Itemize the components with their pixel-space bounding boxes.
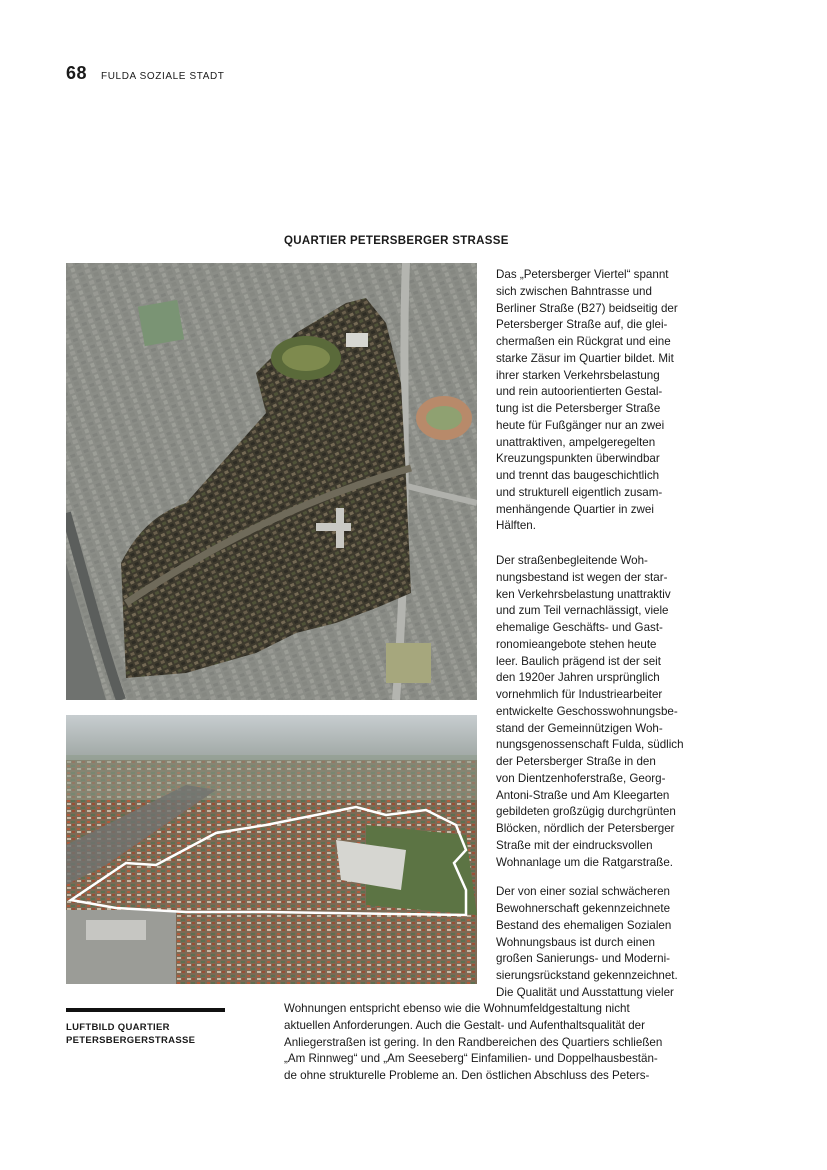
running-head: FULDA SOZIALE STADT: [101, 71, 225, 82]
caption-line: PETERSBERGERSTRASSE: [66, 1035, 196, 1046]
body-text-line: aktuellen Anforderungen. Auch die Gestalt- und Aufenthaltsqualität der: [284, 1019, 645, 1032]
body-text-line: Straße mit der eindrucksvollen: [496, 839, 653, 852]
body-text-line: und strukturell eigentlich zusam-: [496, 486, 663, 499]
body-text-line: Wohnungsbaus ist durch einen: [496, 936, 655, 949]
body-text-line: ihrer starken Verkehrsbelastung: [496, 369, 660, 382]
body-text-line: vornehmlich für Industriearbeiter: [496, 688, 663, 701]
body-text-line: starke Zäsur im Quartier bildet. Mit: [496, 352, 674, 365]
body-text-line: und zum Teil vernachlässigt, viele: [496, 604, 669, 617]
aerial-photo-top: [66, 263, 477, 700]
caption-line: LUFTBILD QUARTIER: [66, 1022, 170, 1033]
body-text-line: Das „Petersberger Viertel“ spannt: [496, 268, 669, 281]
body-text-line: Wohnungen entspricht ebenso wie die Wohnumfeldgestaltung nicht: [284, 1002, 630, 1015]
body-text-line: Kreuzungspunkten überwindbar: [496, 452, 660, 465]
body-text-line: den 1920er Jahren ursprünglich: [496, 671, 660, 684]
body-text-line: de ohne strukturelle Probleme an. Den östlichen Abschluss des Peters-: [284, 1069, 650, 1082]
page-header: [66, 63, 225, 84]
body-text-line: heute für Fußgänger nur an zwei: [496, 419, 665, 432]
aerial-photo-bottom: [66, 715, 477, 984]
body-text-line: Wohnanlage um die Ratgarstraße.: [496, 856, 674, 869]
body-text-line: unattraktiven, ampelgeregelten: [496, 436, 656, 449]
body-text-line: Hälften.: [496, 519, 536, 532]
body-text-line: und rein autoorientierten Gestal-: [496, 385, 663, 398]
body-text-line: Bestand des ehemaligen Sozialen: [496, 919, 672, 932]
body-text-line: gebildeten großzügig durchgrünten: [496, 805, 676, 818]
body-text-line: Bewohnerschaft gekennzeichnete: [496, 902, 671, 915]
body-text-line: Die Qualität und Ausstattung vieler: [496, 986, 674, 999]
body-text-line: nungsgenossenschaft Fulda, südlich: [496, 738, 684, 751]
body-text-line: und trennt das baugeschichtlich: [496, 469, 660, 482]
photo-caption: [66, 1021, 195, 1047]
body-text-line: entwickelte Geschosswohnungsbe-: [496, 705, 678, 718]
body-text-line: Der von einer sozial schwächeren: [496, 885, 670, 898]
page-number: 68: [66, 63, 88, 83]
body-text-line: Antoni-Straße und Am Kleegarten: [496, 789, 670, 802]
body-text-line: menhängende Quartier in zwei: [496, 503, 654, 516]
section-title: QUARTIER PETERSBERGER STRASSE: [284, 235, 509, 247]
body-text-line: Anliegerstraßen ist gering. In den Randbereichen des Quartiers schließen: [284, 1036, 663, 1049]
body-text-line: sierungsrückstand gekennzeichnet.: [496, 969, 678, 982]
body-text-line: leer. Baulich prägend ist der seit: [496, 655, 661, 668]
body-text-line: sich zwischen Bahntrasse und: [496, 285, 652, 298]
body-text-line: ronomieangebote stehen heute: [496, 638, 657, 651]
body-text-line: der Petersberger Straße in den: [496, 755, 656, 768]
body-text-line: Berliner Straße (B27) beidseitig der: [496, 302, 678, 315]
body-text-line: nungsbestand ist wegen der star-: [496, 571, 668, 584]
body-text-line: großen Sanierungs- und Moderni-: [496, 952, 671, 965]
body-text-line: ken Verkehrsbelastung unattraktiv: [496, 588, 671, 601]
body-text-line: Petersberger Straße auf, die glei-: [496, 318, 668, 331]
body-text-line: stand der Gemeinnützigen Woh-: [496, 722, 663, 735]
caption-rule: [66, 1008, 225, 1012]
body-text-line: ehemalige Geschäfts- und Gast-: [496, 621, 663, 634]
body-text-line: tung ist die Petersberger Straße: [496, 402, 661, 415]
body-text-line: Blöcken, nördlich der Petersberger: [496, 822, 675, 835]
body-text-line: „Am Rinnweg“ und „Am Seeseberg“ Einfamilien- und Doppelhausbestän-: [284, 1052, 658, 1065]
body-text-line: Der straßenbegleitende Woh-: [496, 554, 648, 567]
body-text-line: von Dientzenhoferstraße, Georg-: [496, 772, 666, 785]
body-text-line: chermaßen ein Rückgrat und eine: [496, 335, 671, 348]
